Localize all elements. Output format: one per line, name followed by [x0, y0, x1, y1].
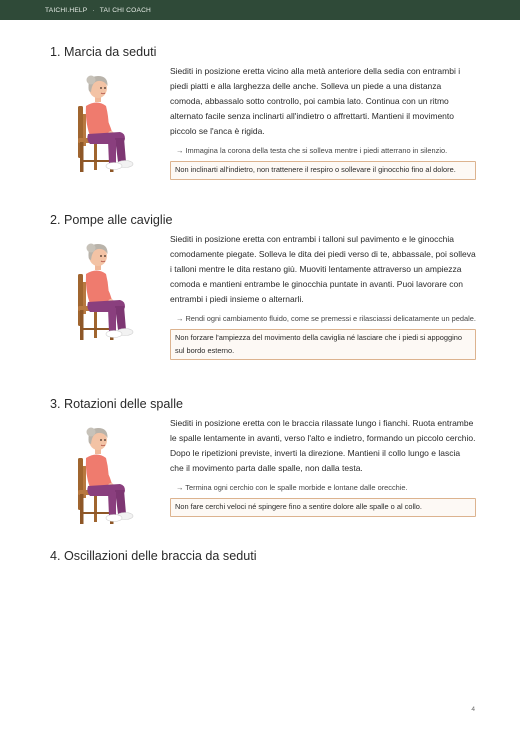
exercise-description: Siediti in posizione eretta con le braccia rilassate lungo i fianchi. Ruota entrambe le spalle lentamente in avanti, verso l'alto e indietro, formando un piccolo cerchio. Dopo le ripetizioni previste, inverti la direzione. Mantieni il collo lungo e lascia che il movimento parta dalle spalle, non dalla testa.: [170, 418, 476, 473]
exercise-illustration: [50, 66, 154, 174]
exercise-title: 4. Oscillazioni delle braccia da seduti: [50, 549, 257, 563]
exercise-3: [50, 396, 480, 512]
exercise-2: [50, 212, 480, 355]
header-title: TAI CHI COACH: [99, 6, 151, 14]
exercise-title: 3. Rotazioni delle spalle: [50, 397, 184, 411]
exercise-warning: Non fare cerchi veloci né spingere fino a sentire dolore alle spalle o al collo.: [170, 498, 476, 516]
exercise-tip: → Termina ogni cerchio con le spalle morbide e lontane dalle orecchie.: [176, 483, 408, 492]
exercise-1: [50, 44, 480, 175]
exercise-warning: Non forzare l'ampiezza del movimento della caviglia né lasciare che i piedi si appoggino sul bordo esterno.: [170, 329, 476, 360]
exercise-illustration: [50, 418, 154, 526]
exercise-description: Siediti in posizione eretta con entrambi i talloni sul pavimento e le ginocchia comodamente piegate. Solleva le dita dei piedi verso di te, abbassale, poi solleva i talloni mentre le dita restano giù. Muoviti lentamente attraverso un ampiezza comoda e mantieni entrambe le ginocchia puntate in avanti. Puoi lavorare con entrambi i piedi insieme o alternarli.: [170, 234, 476, 304]
seated-woman-chair-image: [50, 66, 154, 174]
exercise-tip: → Rendi ogni cambiamento fluido, come se premessi e rilasciassi delicatamente un pedale.: [176, 314, 476, 323]
seated-woman-chair-image: [50, 234, 154, 342]
exercise-4: [50, 548, 480, 564]
exercise-tip: → Immagina la corona della testa che si solleva mentre i piedi atterrano in silenzio.: [176, 146, 448, 155]
exercise-description: Siediti in posizione eretta vicino alla metà anteriore della sedia con entrambi i piedi piatti e alla larghezza delle anche. Solleva un piede a una distanza comoda, abbassalo sotto controllo, poi cambia lato. Continua con un ritmo alternato facile senza inclinarti all'indietro o affrettarti. Mantieni il movimento piccolo se l'anca è rigida.: [170, 66, 461, 136]
exercise-title: 2. Pompe alle caviglie: [50, 213, 173, 227]
header-separator: ·: [92, 6, 95, 14]
seated-woman-chair-image: [50, 418, 154, 526]
header-bar: [0, 0, 520, 20]
site-name[interactable]: TAICHI.HELP: [45, 6, 88, 14]
exercise-illustration: [50, 234, 154, 342]
page-number: 4: [471, 706, 475, 713]
exercise-warning: Non inclinarti all'indietro, non trattenere il respiro o sollevare il ginocchio fino al dolore.: [170, 161, 476, 179]
exercise-title: 1. Marcia da seduti: [50, 45, 157, 59]
